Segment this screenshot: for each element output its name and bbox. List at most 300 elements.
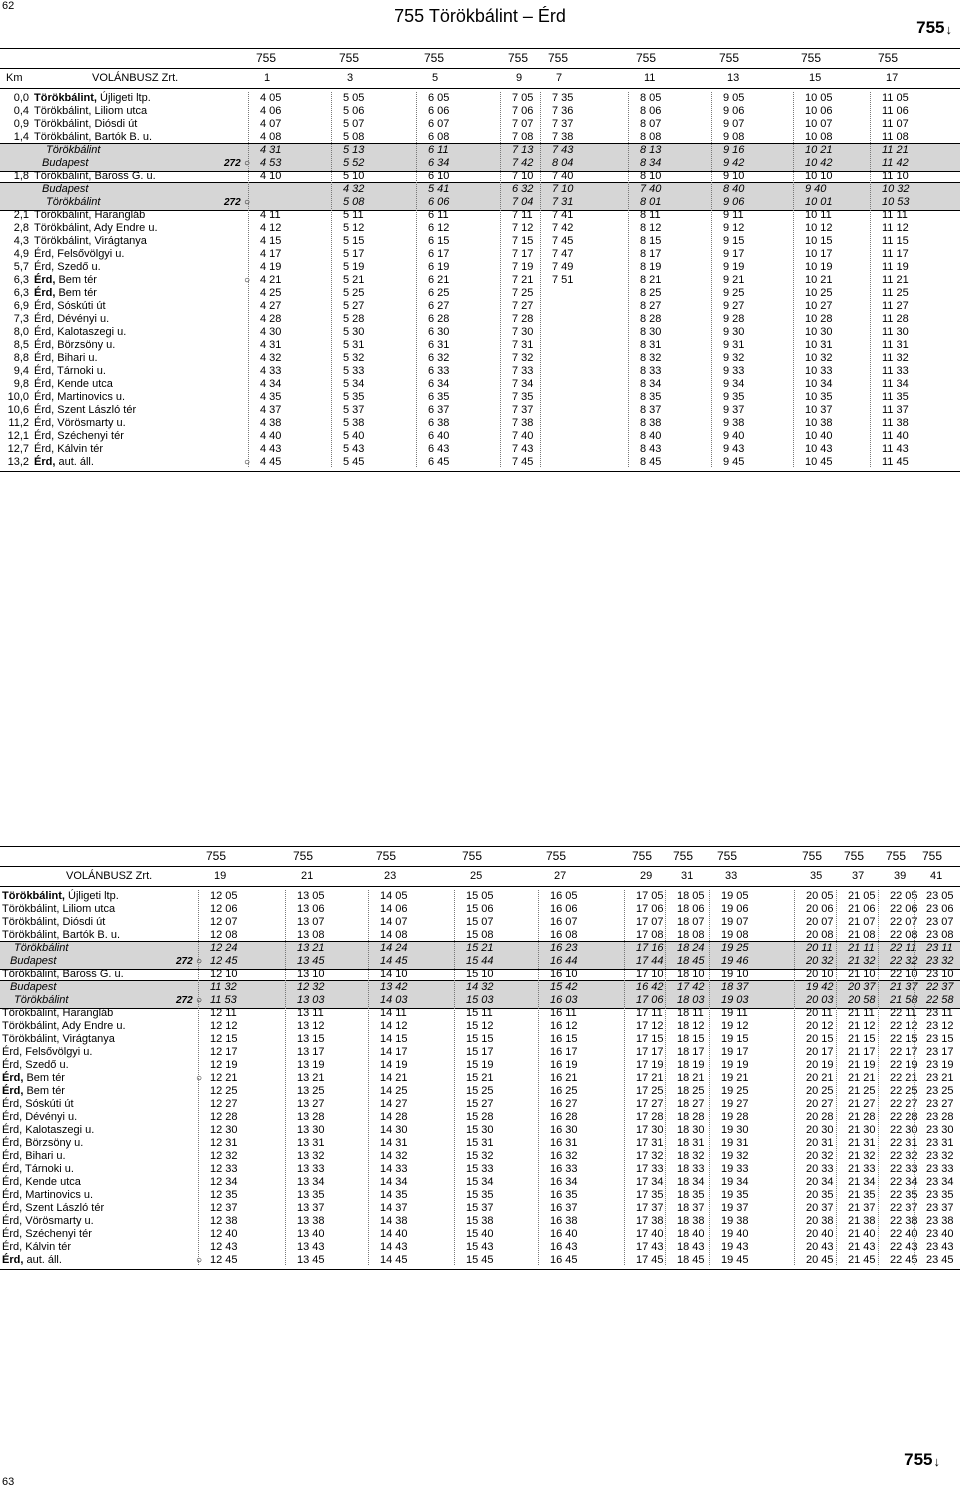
km-value: 0,4 — [13, 105, 29, 117]
trip-number-cell: 9 — [516, 72, 523, 84]
km-value: 4,9 — [13, 248, 29, 260]
departure-time: 6 38 — [428, 417, 450, 429]
departure-time: 17 06 — [636, 903, 664, 915]
departure-time: 7 36 — [552, 105, 574, 117]
stop-name: Törökbálint, Liliom utca — [34, 105, 148, 117]
departure-time: 21 19 — [848, 1059, 876, 1071]
departure-time: 11 12 — [882, 222, 909, 234]
departure-time: 17 28 — [636, 1111, 664, 1123]
stop-row — [0, 456, 960, 469]
departure-time: 7 35 — [512, 391, 534, 403]
km-value: 8,8 — [13, 352, 29, 364]
stop-name: Érd, Bem tér — [2, 1072, 65, 1084]
trip-number-cell: 37 — [852, 870, 865, 882]
departure-time: 13 12 — [297, 1020, 325, 1032]
departure-time: 16 35 — [550, 1189, 578, 1201]
departure-time: 21 06 — [848, 903, 876, 915]
departure-time: 7 08 — [512, 131, 534, 143]
departure-time: 4 30 — [260, 326, 282, 338]
departure-time: 15 35 — [466, 1189, 494, 1201]
departure-time: 7 31 — [512, 339, 534, 351]
departure-time: 13 19 — [297, 1059, 325, 1071]
departure-time: 7 04 — [512, 196, 534, 208]
departure-time: 11 08 — [882, 131, 909, 143]
departure-time: 15 19 — [466, 1059, 494, 1071]
rule — [0, 471, 960, 472]
departure-time: 22 58 — [926, 994, 954, 1006]
departure-time: 14 33 — [380, 1163, 408, 1175]
departure-time: 11 30 — [882, 326, 909, 338]
stop-name-bold: Érd, — [34, 456, 56, 468]
operator-name: VOLÁNBUSZ Zrt. — [92, 72, 179, 84]
departure-time: 14 32 — [466, 981, 494, 993]
departure-time: 12 21 — [210, 1072, 238, 1084]
departure-time: 9 42 — [723, 157, 745, 169]
departure-time: 8 12 — [640, 222, 662, 234]
departure-time: 7 37 — [552, 118, 574, 130]
departure-time: 22 28 — [890, 1111, 918, 1123]
stop-row — [0, 903, 960, 916]
departure-time: 14 37 — [380, 1202, 408, 1214]
departure-time: 15 31 — [466, 1137, 494, 1149]
stop-row — [0, 1163, 960, 1176]
departure-time: 10 30 — [805, 326, 833, 338]
stop-name-bold: Törökbálint, — [34, 92, 97, 104]
departure-time: 13 21 — [297, 1072, 325, 1084]
departure-time: 14 11 — [380, 1007, 407, 1019]
departure-time: 4 27 — [260, 300, 282, 312]
departure-time: 4 06 — [260, 105, 282, 117]
departure-time: 6 19 — [428, 261, 450, 273]
departure-time: 16 21 — [550, 1072, 578, 1084]
departure-time: 10 10 — [805, 170, 833, 182]
departure-time: 14 08 — [380, 929, 408, 941]
departure-time: 17 31 — [636, 1137, 664, 1149]
stop-row — [0, 1033, 960, 1046]
departure-time: 23 32 — [926, 1150, 954, 1162]
down-arrow-icon: ↓ — [933, 1454, 940, 1469]
departure-time: 7 06 — [512, 105, 534, 117]
stop-circle-icon: ○ — [196, 1255, 203, 1266]
departure-time: 19 46 — [721, 955, 749, 967]
departure-time: 10 25 — [805, 287, 833, 299]
departure-time: 8 35 — [640, 391, 662, 403]
departure-time: 4 17 — [260, 248, 282, 260]
departure-time: 9 08 — [723, 131, 745, 143]
departure-time: 23 12 — [926, 1020, 954, 1032]
departure-time: 8 15 — [640, 235, 662, 247]
departure-time: 9 10 — [723, 170, 745, 182]
departure-time: 16 23 — [550, 942, 578, 954]
departure-time: 9 06 — [723, 105, 745, 117]
route-line — [368, 890, 369, 1265]
departure-time: 12 15 — [210, 1033, 238, 1045]
trip-number-cell: 21 — [301, 870, 314, 882]
stop-row — [0, 916, 960, 929]
departure-time: 4 38 — [260, 417, 282, 429]
departure-time: 21 37 — [848, 1202, 876, 1214]
departure-time: 22 31 — [890, 1137, 918, 1149]
departure-time: 11 35 — [882, 391, 909, 403]
departure-time: 19 07 — [721, 916, 749, 928]
departure-time: 17 32 — [636, 1150, 664, 1162]
departure-time: 10 27 — [805, 300, 833, 312]
departure-time: 16 19 — [550, 1059, 578, 1071]
departure-time: 6 15 — [428, 235, 450, 247]
departure-time: 16 06 — [550, 903, 578, 915]
departure-time: 6 21 — [428, 274, 450, 286]
departure-time: 23 40 — [926, 1228, 954, 1240]
transfer-row — [0, 196, 960, 209]
stop-row — [0, 352, 960, 365]
departure-time: 23 45 — [926, 1254, 954, 1266]
departure-time: 22 25 — [890, 1085, 918, 1097]
departure-time: 5 40 — [343, 430, 365, 442]
transfer-row — [0, 144, 960, 157]
route-code-top-label: 755 — [916, 18, 945, 37]
departure-time: 5 28 — [343, 313, 365, 325]
departure-time: 12 07 — [210, 916, 238, 928]
stop-name: Érd, Szent László tér — [2, 1202, 105, 1214]
departure-time: 11 45 — [882, 456, 909, 468]
departure-time: 20 35 — [806, 1189, 834, 1201]
departure-time: 7 15 — [512, 235, 534, 247]
departure-time: 11 33 — [882, 365, 909, 377]
route-number-cell: 755 — [673, 849, 694, 863]
departure-time: 21 31 — [848, 1137, 876, 1149]
route-number-cell: 755 — [376, 849, 397, 863]
stop-name: Budapest — [42, 183, 89, 195]
km-value: 1,4 — [13, 131, 29, 143]
stop-row — [0, 1098, 960, 1111]
stop-name: Érd, Sóskúti út — [2, 1098, 74, 1110]
departure-time: 19 34 — [721, 1176, 749, 1188]
departure-time: 7 07 — [512, 118, 534, 130]
departure-time: 10 31 — [805, 339, 833, 351]
route-line — [624, 890, 625, 1265]
departure-time: 4 28 — [260, 313, 282, 325]
departure-time: 8 01 — [640, 196, 662, 208]
departure-time: 23 27 — [926, 1098, 954, 1110]
departure-time: 9 19 — [723, 261, 745, 273]
departure-time: 12 11 — [210, 1007, 237, 1019]
departure-time: 12 10 — [210, 968, 238, 980]
departure-time: 7 38 — [512, 417, 534, 429]
departure-time: 21 30 — [848, 1124, 876, 1136]
departure-time: 21 43 — [848, 1241, 876, 1253]
departure-time: 18 28 — [677, 1111, 705, 1123]
stop-row — [0, 404, 960, 417]
departure-time: 19 35 — [721, 1189, 749, 1201]
departure-time: 10 11 — [805, 209, 832, 221]
departure-time: 22 15 — [890, 1033, 918, 1045]
departure-time: 13 38 — [297, 1215, 325, 1227]
stop-row — [0, 1124, 960, 1137]
connection-route-number: 272 — [176, 995, 193, 1006]
km-value: 12,1 — [7, 430, 29, 442]
departure-time: 22 08 — [890, 929, 918, 941]
stop-name: Érd, Kalotaszegi u. — [34, 326, 127, 338]
route-line — [665, 890, 666, 1265]
departure-time: 14 28 — [380, 1111, 408, 1123]
departure-time: 8 07 — [640, 118, 662, 130]
departure-time: 13 03 — [297, 994, 325, 1006]
departure-time: 7 05 — [512, 92, 534, 104]
stop-row — [0, 1254, 960, 1267]
departure-time: 17 05 — [636, 890, 664, 902]
departure-time: 16 07 — [550, 916, 578, 928]
departure-time: 15 43 — [466, 1241, 494, 1253]
departure-time: 9 27 — [723, 300, 745, 312]
departure-time: 5 52 — [343, 157, 365, 169]
departure-time: 9 12 — [723, 222, 745, 234]
departure-time: 10 07 — [805, 118, 833, 130]
departure-time: 6 06 — [428, 196, 450, 208]
departure-time: 18 07 — [677, 916, 705, 928]
departure-time: 22 37 — [926, 981, 954, 993]
departure-time: 10 12 — [805, 222, 833, 234]
trip-number-cell: 35 — [810, 870, 823, 882]
departure-time: 9 34 — [723, 378, 745, 390]
stop-row — [0, 1202, 960, 1215]
stop-row — [0, 417, 960, 430]
departure-time: 19 27 — [721, 1098, 749, 1110]
departure-time: 20 10 — [806, 968, 834, 980]
departure-time: 13 28 — [297, 1111, 325, 1123]
stop-row — [0, 1072, 960, 1085]
departure-time: 16 05 — [550, 890, 578, 902]
departure-time: 8 19 — [640, 261, 662, 273]
departure-time: 7 11 — [512, 209, 533, 221]
departure-time: 21 11 — [848, 1007, 875, 1019]
route-number-cell: 755 — [548, 51, 569, 65]
departure-time: 21 37 — [890, 981, 918, 993]
departure-time: 15 06 — [466, 903, 494, 915]
departure-time: 14 07 — [380, 916, 408, 928]
route-line — [500, 92, 501, 467]
departure-time: 18 25 — [677, 1085, 705, 1097]
departure-time: 4 32 — [260, 352, 282, 364]
departure-time: 19 37 — [721, 1202, 749, 1214]
stop-name: Érd, Kálvin tér — [34, 443, 104, 455]
departure-time: 5 34 — [343, 378, 365, 390]
departure-time: 20 37 — [848, 981, 876, 993]
km-header: Km — [6, 72, 23, 84]
departure-time: 13 33 — [297, 1163, 325, 1175]
departure-time: 4 40 — [260, 430, 282, 442]
departure-time: 14 19 — [380, 1059, 408, 1071]
departure-time: 17 44 — [636, 955, 664, 967]
departure-time: 19 32 — [721, 1150, 749, 1162]
departure-time: 6 08 — [428, 131, 450, 143]
departure-time: 12 08 — [210, 929, 238, 941]
departure-time: 11 43 — [882, 443, 909, 455]
departure-time: 19 11 — [721, 1007, 748, 1019]
departure-time: 4 21 — [260, 274, 282, 286]
departure-time: 13 45 — [297, 1254, 325, 1266]
departure-time: 7 19 — [512, 261, 534, 273]
departure-time: 10 45 — [805, 456, 833, 468]
departure-time: 22 06 — [890, 903, 918, 915]
departure-time: 4 07 — [260, 118, 282, 130]
stop-name: Törökbálint, Harangláb — [34, 209, 146, 221]
departure-time: 16 11 — [550, 1007, 577, 1019]
departure-time: 20 40 — [806, 1228, 834, 1240]
departure-time: 11 19 — [882, 261, 909, 273]
departure-time: 16 15 — [550, 1033, 578, 1045]
departure-time: 5 31 — [343, 339, 365, 351]
departure-time: 15 21 — [466, 942, 494, 954]
transfer-row — [0, 955, 960, 968]
departure-time: 11 21 — [882, 274, 909, 286]
departure-time: 19 38 — [721, 1215, 749, 1227]
departure-time: 19 43 — [721, 1241, 749, 1253]
departure-time: 19 03 — [721, 994, 749, 1006]
departure-time: 23 35 — [926, 1189, 954, 1201]
route-number-row — [0, 52, 960, 65]
departure-time: 18 32 — [677, 1150, 705, 1162]
departure-time: 5 19 — [343, 261, 365, 273]
departure-time: 11 06 — [882, 105, 909, 117]
departure-time: 17 16 — [636, 942, 664, 954]
departure-time: 8 21 — [640, 274, 662, 286]
connection-route-number: 272 — [176, 956, 193, 967]
departure-time: 16 10 — [550, 968, 578, 980]
stop-row — [0, 443, 960, 456]
departure-time: 13 45 — [297, 955, 325, 967]
departure-time: 15 40 — [466, 1228, 494, 1240]
departure-time: 23 43 — [926, 1241, 954, 1253]
departure-time: 7 17 — [512, 248, 534, 260]
stop-row — [0, 118, 960, 131]
departure-time: 10 08 — [805, 131, 833, 143]
departure-time: 22 32 — [890, 1150, 918, 1162]
trip-number-cell: 27 — [554, 870, 567, 882]
stop-circle-icon: ○ — [244, 158, 251, 169]
stop-name: Törökbálint, Diósdi út — [34, 118, 138, 130]
departure-time: 6 11 — [428, 144, 449, 156]
departure-time: 7 28 — [512, 313, 534, 325]
stop-name-bold: Érd, — [2, 1085, 24, 1097]
departure-time: 5 30 — [343, 326, 365, 338]
departure-time: 7 43 — [552, 144, 574, 156]
departure-time: 15 33 — [466, 1163, 494, 1175]
operator-name: VOLÁNBUSZ Zrt. — [66, 870, 153, 882]
departure-time: 10 37 — [805, 404, 833, 416]
departure-time: 7 43 — [512, 443, 534, 455]
trip-number-cell: 7 — [556, 72, 563, 84]
departure-time: 9 38 — [723, 417, 745, 429]
route-line — [248, 92, 249, 467]
departure-time: 14 38 — [380, 1215, 408, 1227]
departure-time: 21 45 — [848, 1254, 876, 1266]
route-number-cell: 755 — [339, 51, 360, 65]
departure-time: 7 40 — [552, 170, 574, 182]
departure-time: 19 42 — [806, 981, 834, 993]
km-value: 11,2 — [8, 417, 29, 429]
departure-time: 7 45 — [512, 456, 534, 468]
departure-time: 23 15 — [926, 1033, 954, 1045]
stop-row — [0, 365, 960, 378]
route-number-cell: 755 — [293, 849, 314, 863]
departure-time: 16 37 — [550, 1202, 578, 1214]
route-line — [709, 890, 710, 1265]
departure-time: 4 12 — [260, 222, 282, 234]
departure-time: 14 45 — [380, 1254, 408, 1266]
departure-time: 20 58 — [848, 994, 876, 1006]
departure-time: 16 08 — [550, 929, 578, 941]
departure-time: 17 12 — [636, 1020, 664, 1032]
departure-time: 16 12 — [550, 1020, 578, 1032]
stop-circle-icon: ○ — [196, 1073, 203, 1084]
stop-name: Törökbálint, Diósdi út — [2, 916, 106, 928]
route-code-bottom-label: 755 — [904, 1450, 933, 1469]
trip-number-row — [0, 72, 960, 85]
stop-row — [0, 1241, 960, 1254]
trip-number-cell: 29 — [640, 870, 653, 882]
departure-time: 5 38 — [343, 417, 365, 429]
departure-time: 8 31 — [640, 339, 662, 351]
departure-time: 10 32 — [882, 183, 910, 195]
stop-name: Törökbálint, Bartók B. u. — [2, 929, 120, 941]
departure-time: 7 32 — [512, 352, 534, 364]
departure-time: 10 34 — [805, 378, 833, 390]
departure-time: 8 11 — [640, 209, 661, 221]
departure-time: 7 12 — [512, 222, 534, 234]
route-number-cell: 755 — [508, 51, 529, 65]
departure-time: 5 45 — [343, 456, 365, 468]
departure-time: 8 34 — [640, 378, 662, 390]
stop-name: Érd, Bem tér — [2, 1085, 65, 1097]
departure-time: 20 32 — [806, 955, 834, 967]
departure-time: 18 37 — [677, 1202, 705, 1214]
departure-time: 4 11 — [260, 209, 281, 221]
departure-time: 7 47 — [552, 248, 574, 260]
departure-time: 21 08 — [848, 929, 876, 941]
trip-number-cell: 31 — [681, 870, 694, 882]
departure-time: 18 45 — [677, 1254, 705, 1266]
departure-time: 5 11 — [343, 209, 364, 221]
departure-time: 14 40 — [380, 1228, 408, 1240]
departure-time: 9 17 — [723, 248, 745, 260]
departure-time: 18 21 — [677, 1072, 705, 1084]
departure-time: 17 17 — [636, 1046, 664, 1058]
stop-name: Érd, Bihari u. — [34, 352, 98, 364]
departure-time: 19 17 — [721, 1046, 749, 1058]
route-line — [416, 92, 417, 467]
departure-time: 17 38 — [636, 1215, 664, 1227]
departure-time: 9 40 — [723, 430, 745, 442]
departure-time: 7 42 — [512, 157, 534, 169]
departure-time: 22 21 — [890, 1072, 918, 1084]
departure-time: 14 27 — [380, 1098, 408, 1110]
stop-name-bold: Érd, — [2, 1254, 24, 1266]
departure-time: 20 25 — [806, 1085, 834, 1097]
departure-time: 13 30 — [297, 1124, 325, 1136]
departure-time: 11 25 — [882, 287, 909, 299]
departure-time: 15 37 — [466, 1202, 494, 1214]
departure-time: 19 10 — [721, 968, 749, 980]
route-line — [285, 890, 286, 1265]
departure-time: 7 34 — [512, 378, 534, 390]
departure-time: 20 03 — [806, 994, 834, 1006]
departure-time: 8 28 — [640, 313, 662, 325]
departure-time: 11 40 — [882, 430, 909, 442]
stop-name: Érd, Szedő u. — [34, 261, 101, 273]
departure-time: 15 05 — [466, 890, 494, 902]
departure-time: 12 24 — [210, 942, 238, 954]
departure-time: 5 13 — [343, 144, 365, 156]
